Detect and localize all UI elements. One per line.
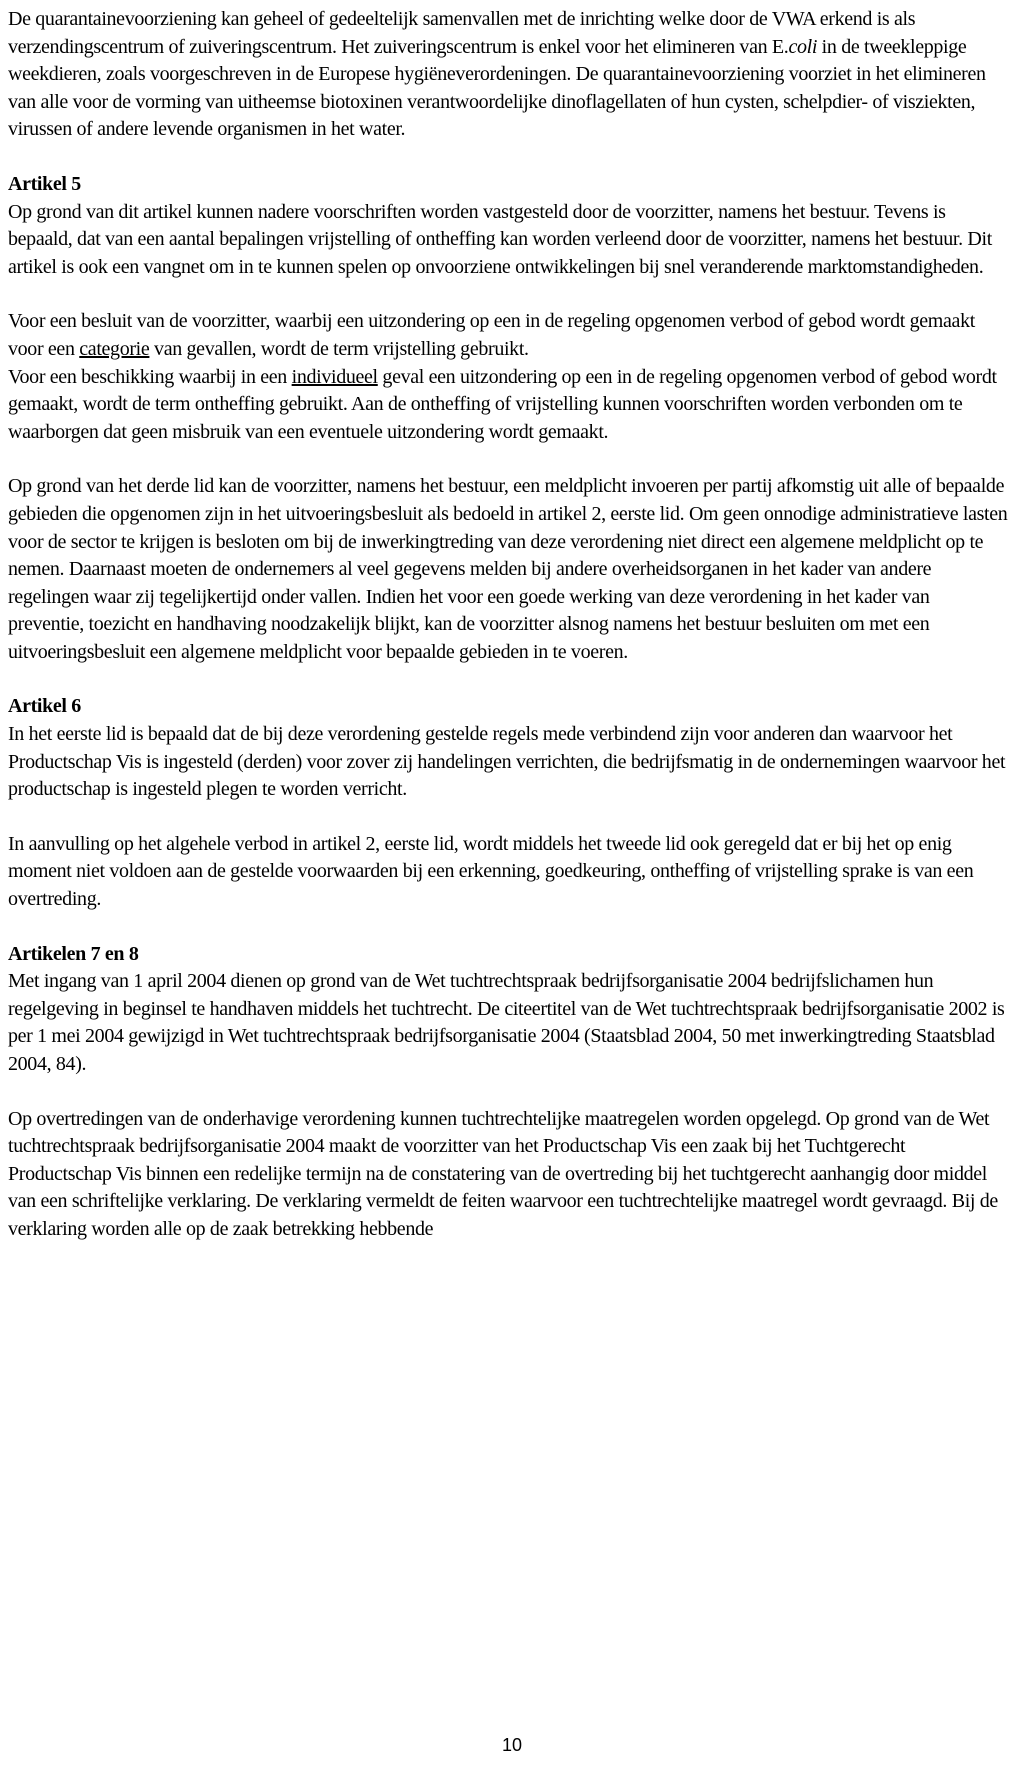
article-6-paragraph-2: In aanvulling op het algehele verbod in artikel 2, eerste lid, wordt middels het tweede lid ook geregeld dat er bij het op enig moment niet voldoen aan de gestelde voorwaarden bij een erkenning, goedkeuring, ontheffing of vrijstelling sprake is van een overtreding. — [8, 832, 974, 911]
underlined-categorie: categorie — [79, 337, 150, 360]
article-5-heading: Artikel 5 — [8, 172, 81, 195]
article-5-p2-text-a: Voor een besluit van de voorzitter, waarbij een uitzondering op een in de regeling opgenomen verbod of gebod wordt gemaakt voor een — [8, 310, 975, 360]
article-5-paragraph-1: Op grond van dit artikel kunnen nadere voorschriften worden vastgesteld door de voorzitter, namens het bestuur. Tevens is bepaald, dat van een aantal bepalingen vrijstelling of ontheffing kan worden verleend door de voorzitter, namens het bestuur. Dit artikel is ook een vangnet om in te kunnen spelen op onvoorziene ontwikkelingen bij snel veranderende marktomstandigheden. — [8, 200, 992, 278]
intro-text-2: in de tweekleppige weekdieren, zoals voorgeschreven in de Europese hygiëneverordeningen. De quarantainevoorziening voorziet in het elimineren van alle voor de vorming van uitheemse biotoxinen verantwoordelijke dinoflagellaten of hun cysten, schelpdier- of visziekten, virussen of andere levende organismen in het water. — [8, 35, 986, 141]
article-5-p2-text-b: van gevallen, wordt de term vrijstelling gebruikt. — [149, 337, 529, 360]
article-6-paragraph-1: In het eerste lid is bepaald dat de bij deze verordening gestelde regels mede verbindend zijn voor anderen dan waarvoor het Productschap Vis is ingesteld (derden) voor zover zij handelingen verrichten, die bedrijfsmatig in de ondernemingen waarvoor het productschap is ingesteld plegen te worden verricht. — [8, 723, 1006, 801]
articles-7-8-heading: Artikelen 7 en 8 — [8, 942, 139, 965]
articles-7-8-paragraph-2: Op overtredingen van de onderhavige verordening kunnen tuchtrechtelijke maatregelen worden opgelegd. Op grond van de Wet tuchtrechtspraak bedrijfsorganisatie 2004 maakt de voorzitter van het Productschap Vis een zaak bij het Tuchtgerecht Productschap Vis binnen een redelijke termijn na de constatering van de overtreding bij het tuchtgerecht aanhangig door middel van een schriftelijke verklaring. De verklaring vermeldt de feiten waarvoor een tuchtrechtelijke maatregel wordt gevraagd. Bij de verklaring worden alle op de zaak betrekking hebbende — [8, 1107, 998, 1240]
articles-7-8-paragraph-1: Met ingang van 1 april 2004 dienen op grond van de Wet tuchtrechtspraak bedrijfsorganisatie 2004 bedrijfslichamen hun regelgeving in beginsel te handhaven middels het tuchtrecht. De citeertitel van de Wet tuchtrechtspraak bedrijfsorganisatie 2002 is per 1 mei 2004 gewijzigd in Wet tuchtrechtspraak bedrijfsorganisatie 2004 (Staatsblad 2004, 50 met inwerkingtreding Staatsblad 2004, 84). — [8, 970, 1005, 1075]
article-5-paragraph-3 — [8, 364, 1008, 447]
intro-italic-coli: coli — [788, 35, 818, 58]
article-5-paragraph-2 — [8, 308, 1008, 363]
article-5-p3-text-b: geval een uitzondering op een in de regeling opgenomen verbod of gebod wordt gemaakt, wordt de term ontheffing gebruikt. Aan de ontheffing of vrijstelling kunnen voorschriften worden verbonden om te waarborgen dat geen misbruik van een eventuele uitzondering wordt gemaakt. — [8, 365, 997, 443]
document-page — [8, 6, 1008, 1244]
underlined-individueel: individueel — [291, 365, 378, 388]
article-5-p3-text-a: Voor een beschikking waarbij in een — [8, 365, 292, 388]
article-6-heading: Artikel 6 — [8, 695, 81, 718]
article-5-paragraph-4: Op grond van het derde lid kan de voorzitter, namens het bestuur, een meldplicht invoeren per partij afkomstig uit alle of bepaalde gebieden die opgenomen zijn in het uitvoeringsbesluit als bedoeld in artikel 2, eerste lid. Om geen onnodige administratieve lasten voor de sector te krijgen is besloten om bij de inwerkingtreding van deze verordening niet direct een algemene meldplicht op te nemen. Daarnaast moeten de ondernemers al veel gegevens melden bij andere overheidsorganen in het kader van andere regelingen waar zij tegelijkertijd onder vallen. Indien het voor een goede werking van deze verordening in het kader van preventie, toezicht en handhaving noodzakelijk blijkt, kan de voorzitter alsnog namens het bestuur besluiten om met een uitvoeringsbesluit een algemene meldplicht voor bepaalde gebieden in te voeren. — [8, 475, 1008, 663]
page-number: 10 — [501, 1735, 523, 1755]
intro-text-1: De quarantainevoorziening kan geheel of gedeeltelijk samenvallen met de inrichting welke door de VWA erkend is als verzendingscentrum of zuiveringscentrum. Het zuiveringscentrum is enkel voor het elimineren van E. — [8, 8, 916, 58]
intro-paragraph — [8, 6, 1008, 144]
